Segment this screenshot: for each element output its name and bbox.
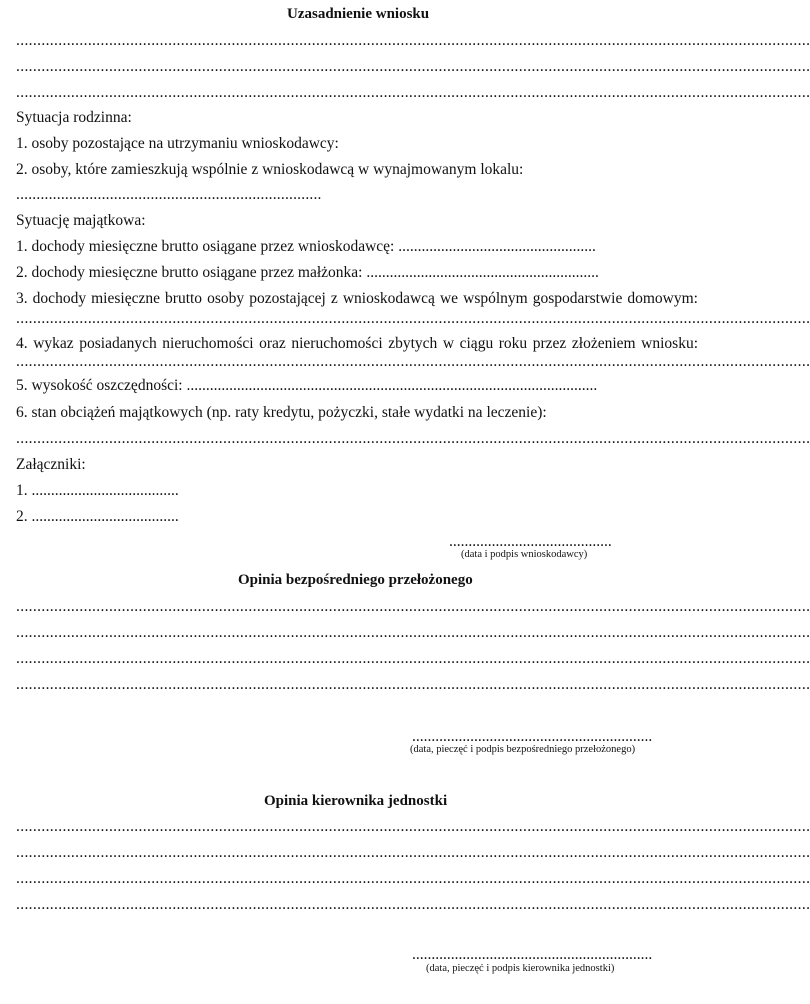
label-sytuacja-majatkowa: Sytuację majątkowa: bbox=[16, 212, 146, 229]
majatkowa-item-6-fill: ............................................................................................................................................................................................ bbox=[16, 430, 810, 447]
section-title-uzasadnienie: Uzasadnienie wniosku bbox=[287, 6, 430, 22]
majatkowa-item-1: 1. dochody miesięczne brutto osiągane przez wnioskodawcę: ................................................... bbox=[16, 238, 596, 255]
signature-caption-przelozonego: (data, pieczęć i podpis bezpośredniego przełożonego) bbox=[410, 744, 636, 755]
majatkowa-item-4-fill: ............................................................................................................................................................................................ bbox=[16, 353, 810, 370]
rodzinna-item-2-fill: ........................................................................... bbox=[16, 186, 322, 203]
majatkowa-item-3: 3. dochody miesięczne brutto osoby pozostającej z wnioskodawcą we wspólnym gospodarstwie domowym: bbox=[16, 290, 698, 307]
majatkowa-item-3-fill: ............................................................................................................................................................................................ bbox=[16, 310, 810, 327]
fill-line: ............................................................................................................................................................................................ bbox=[16, 650, 810, 667]
label-zalaczniki: Załączniki: bbox=[16, 456, 86, 473]
fill-line: ............................................................................................................................................................................................ bbox=[16, 598, 810, 615]
fill-line: ............................................................................................................................................................................................ bbox=[16, 896, 810, 913]
signature-caption-kierownika: (data, pieczęć i podpis kierownika jednostki) bbox=[426, 963, 615, 974]
fill-line: ............................................................................................................................................................................................ bbox=[16, 624, 810, 641]
fill-line: ............................................................................................................................................................................................ bbox=[16, 32, 810, 49]
fill-line: ............................................................................................................................................................................................ bbox=[16, 818, 810, 835]
fill-line: ............................................................................................................................................................................................ bbox=[16, 844, 810, 861]
majatkowa-item-2: 2. dochody miesięczne brutto osiągane przez małżonka: ............................................................ bbox=[16, 264, 599, 281]
zalacznik-item-1: 1. ...................................... bbox=[16, 482, 179, 499]
fill-line: ............................................................................................................................................................................................ bbox=[16, 58, 810, 75]
label-sytuacja-rodzinna: Sytuacja rodzinna: bbox=[16, 109, 132, 126]
zalacznik-item-2: 2. ...................................... bbox=[16, 508, 179, 525]
fill-line: ............................................................................................................................................................................................ bbox=[16, 84, 810, 101]
fill-line: ............................................................................................................................................................................................ bbox=[16, 676, 810, 693]
majatkowa-item-6: 6. stan obciążeń majątkowych (np. raty kredytu, pożyczki, stałe wydatki na leczenie): bbox=[16, 404, 547, 421]
majatkowa-item-4: 4. wykaz posiadanych nieruchomości oraz nieruchomości zbytych w ciągu roku przez złożeniem wniosku: bbox=[16, 335, 698, 352]
signature-caption-wnioskodawcy: (data i podpis wnioskodawcy) bbox=[461, 549, 588, 560]
fill-line: ............................................................................................................................................................................................ bbox=[16, 870, 810, 887]
signature-line-kierownika: .............................................................. bbox=[412, 946, 653, 963]
majatkowa-item-5: 5. wysokość oszczędności: .......................................................................................................... bbox=[16, 377, 598, 394]
signature-line-wnioskodawcy: .......................................... bbox=[449, 533, 612, 550]
signature-line-przelozonego: .............................................................. bbox=[412, 728, 653, 745]
rodzinna-item-1: 1. osoby pozostające na utrzymaniu wnioskodawcy: bbox=[16, 135, 339, 152]
section-title-opinia-kierownika: Opinia kierownika jednostki bbox=[264, 793, 448, 809]
section-title-opinia-przelozonego: Opinia bezpośredniego przełożonego bbox=[238, 572, 473, 588]
rodzinna-item-2: 2. osoby, które zamieszkują wspólnie z wnioskodawcą w wynajmowanym lokalu: bbox=[16, 161, 524, 178]
